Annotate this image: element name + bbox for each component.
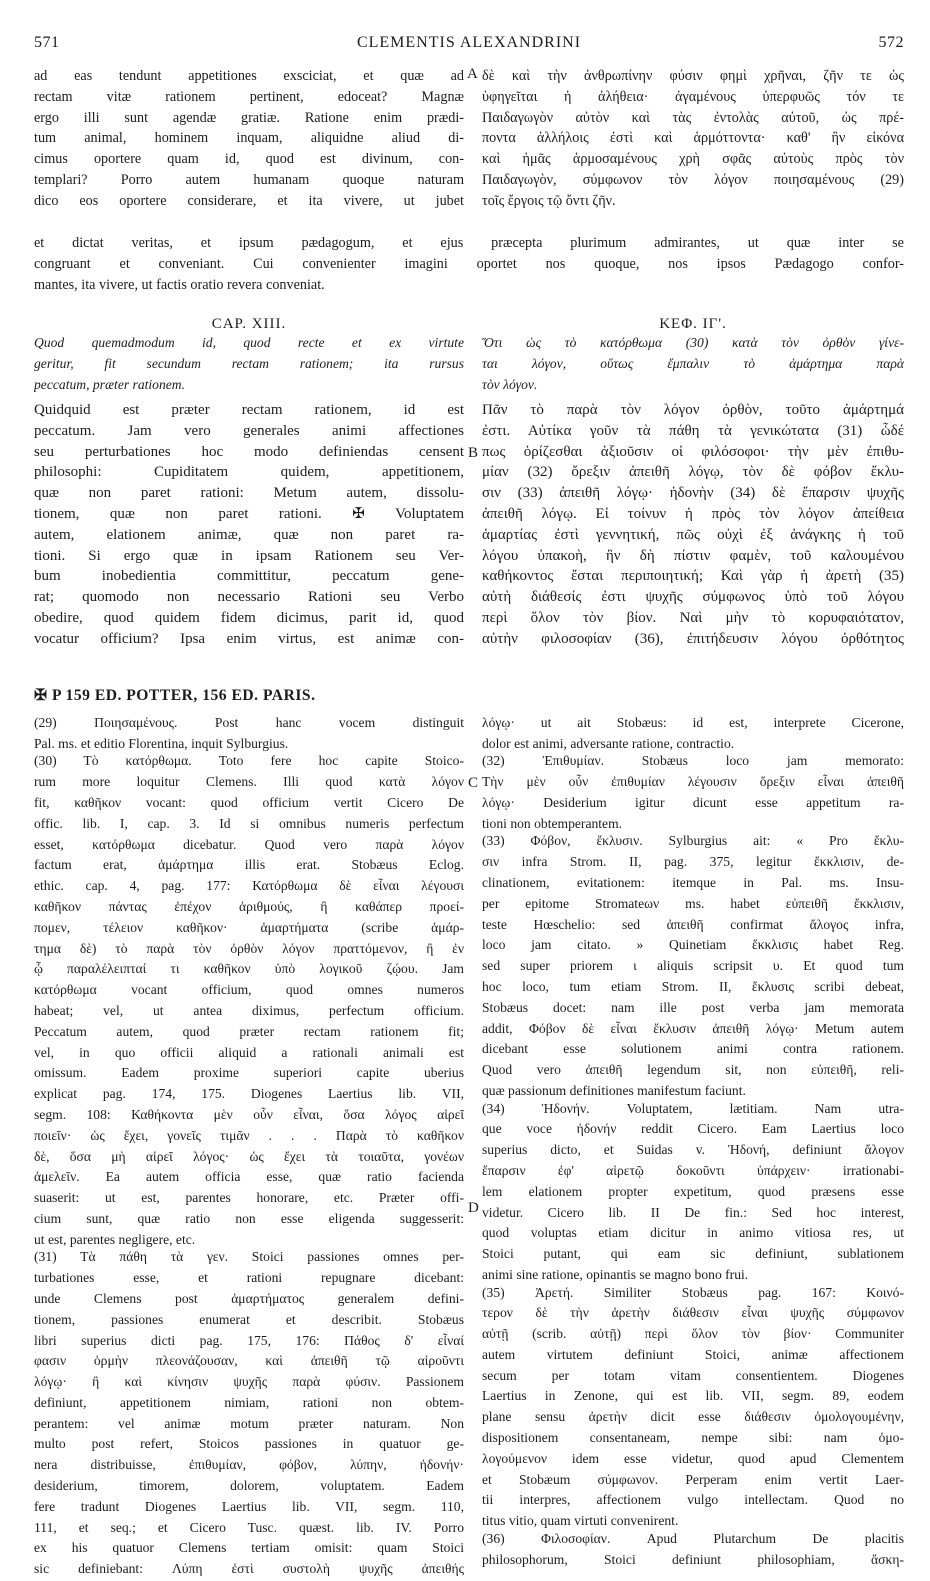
text-line: tioni. Si ergo quæ in ipsam Rationem seu Ver-	[34, 547, 464, 564]
text-line: nera distribuisse, ἐπιθυμίαν, φόβον, λύπην, ἡδονήν·	[34, 1457, 464, 1473]
text-line: Quod vero ἀπειθῆ legendum sit, non εὐπειθῆ, reli-	[482, 1062, 904, 1078]
text-line: offic. lib. I, cap. 3. Id si omnibus numeris perfectum	[34, 815, 464, 831]
text-line: tum animal, hominem inquam, aliquidne aliud di-	[34, 130, 464, 147]
text-line: quæ non paret rationi: Metum autem, dissolu-	[34, 485, 464, 502]
text-line: τὸν λόγον.	[482, 376, 538, 392]
greek-chapter-summary	[482, 334, 904, 393]
text-line: multo post refert, Stoicos passiones in quatuor ge-	[34, 1436, 464, 1452]
text-line: desiderium, timorem, dolorem, voluptatem. Eadem	[34, 1478, 464, 1494]
text-line: Stobæus docet: nam ille post verba jam memorata	[482, 999, 904, 1015]
text-line: λόγῳ· Desiderium igitur dicunt esse appetitum ra-	[482, 794, 904, 810]
text-line: δὲ καὶ τὴν ἀνθρωπίνην φύσιν φημὶ χρῆναι, ζῆν τε ὡς	[482, 68, 904, 84]
text-line: ἐστι. Αὐτίκα γοῦν τὰ πάθη τὰ γενικώτατα (31) ὧδέ	[482, 422, 904, 439]
text-line: videtur. Cicero lib. II De fin.: Sed hoc interest,	[482, 1204, 904, 1220]
running-header	[34, 34, 904, 56]
text-line: φασιν ὁρμὴν πλεονάζουσαν, καὶ ἀπειθῆ τῷ αἱροῦντι	[34, 1353, 464, 1369]
text-line: (35) Ἀρετή. Similiter Stobæus pag. 167: Κοινό-	[482, 1284, 904, 1300]
latin-chapter-heading	[34, 314, 464, 393]
text-line: suaserit: ut est, parentes honorare, etc. Præter offi-	[34, 1190, 464, 1206]
text-line: σιν infra Strom. II, pag. 375, legitur ἔκκλισιν, de-	[482, 854, 904, 870]
latin-chapter-title: CAP. XIII.	[211, 316, 287, 332]
text-line: Quidquid est præter rectam rationem, id est	[34, 402, 464, 418]
greek-body-text	[482, 398, 904, 648]
text-line: ποντα ἀλλήλοις ἐστὶ καὶ ἁρμόττοντα· καθ' ἣν εἰκόνα	[482, 130, 904, 147]
text-line: λόγῳ· ἢ καὶ κίνησιν ψυχῆς παρὰ φύσιν. Passionem	[34, 1374, 464, 1390]
running-title: CLEMENTIS ALEXANDRINI	[356, 34, 582, 51]
text-line: ex his quatuor Clemens tertiam omisit: quam Stoici	[34, 1540, 464, 1556]
text-line: πως ὁρίζεσθαι ἀξιοῦσιν οἱ φιλόσοφοι· τὴν μὲν ἐπιθυ-	[482, 443, 904, 460]
text-line: ἀμελεῖν. Ea autem officia esse, quæ ratio facienda	[34, 1169, 464, 1185]
text-line: 111, et seq.; et Cicero Tusc. quæst. lib. IV. Porro	[34, 1519, 464, 1535]
text-line: segm. 108: Καθήκοντα μὲν οὖν εἶναι, ὅσα λόγος αἱρεῖ	[34, 1106, 464, 1122]
text-line: cium sunt, quæ ratio non esse eligenda suggesserit:	[34, 1210, 464, 1226]
text-line: ἔπαρσιν ἐφ' αἱρετῷ δοκοῦντι ὑπάρχειν· irrationabi-	[482, 1162, 904, 1178]
latin-column-top	[34, 66, 464, 212]
text-line: ethic. cap. 4, pag. 177: Κατόρθωμα δὲ εἶναι λέγουσι	[34, 878, 464, 894]
text-line: autem, elationem animæ, quæ non paret ra-	[34, 526, 464, 543]
text-line: obedire, quod quidem fidem dicimus, parit id, quod	[34, 609, 464, 626]
margin-letter-c: C	[468, 775, 479, 791]
text-line: Pal. ms. et editio Florentina, inquit Sylburgius.	[34, 735, 289, 751]
text-line: tii interpres, affectionem vulgo intellectam. Quod no	[482, 1492, 904, 1508]
text-line: titus vitio, quam virtuti convenirent.	[482, 1513, 679, 1529]
text-line: ποιεῖν· ὡς ἔχει, γονεῖς τιμᾶν . . . Παρὰ τὸ καθῆκον	[34, 1127, 464, 1143]
text-line: (32) Ἐπιθυμίαν. Stobæus loco jam memorato:	[482, 753, 904, 769]
text-line: vocatur officium? Ipsa enim virtus, est animæ con-	[34, 630, 464, 647]
text-line: περὶ ὅλον τὸν βίον. Ναὶ μὴν τὸ κορυφαιότατον,	[482, 609, 904, 626]
text-line: habeat; vel, ut antea diximus, perfectum officium.	[34, 1002, 464, 1018]
text-line: plane sensu ἀρετὴν dicit esse διάθεσιν ὁμολογουμένην,	[482, 1409, 904, 1425]
text-line: philosophi: Cupiditatem quidem, appetitionem,	[34, 464, 464, 481]
margin-letter-a: A	[467, 66, 478, 82]
text-line: ἁμαρτίας ἐστὶ γεννητική, πῶς οὐχὶ ἐξ ἀνάγκης ἡ τοῦ	[482, 526, 904, 543]
text-line: (34) Ἡδονήν. Voluptatem, lætitiam. Nam utra-	[482, 1100, 904, 1116]
text-line: μίαν (32) ὄρεξιν ἀπειθῆ λόγῳ, τὸν δὲ φόβον ἔκλυ-	[482, 464, 904, 481]
text-line: sed super priorem ι aliquis scripsit υ. Et quod tum	[482, 958, 904, 974]
text-line: (29) Ποιησαμένους. Post hanc vocem distinguit	[34, 715, 464, 730]
text-line: σιν (33) ἀπειθῆ λόγῳ· ἡδονὴν (34) δὲ ἔπαρσιν ψυχῆς	[482, 485, 904, 502]
text-line: ὑφηγεῖται ἡ ἀλήθεια· ἀγαμένους ὑπερφυῶς τόν τε	[482, 88, 904, 105]
text-line: libri superius dicti pag. 175, 176: Πάθος δ' εἶναί	[34, 1332, 464, 1348]
text-line: definiunt, appetitionem nimiam, rationi non obtem-	[34, 1394, 464, 1410]
text-line: addit, Φόβον δὲ εἶναι ἔκλυσιν ἀπειθῆ λόγῳ· Metum autem	[482, 1020, 904, 1036]
text-line: αὐτῇ (scrib. αὐτῇ) περὶ ὅλον τὸν βίον· Communiter	[482, 1326, 904, 1342]
text-line: Quod quemadmodum id, quod recte et ex virtute	[34, 335, 464, 350]
text-line: ἀπειθῆ λόγῳ. Εἰ τοίνυν ἡ πρὸς τὸν λόγον ἀπείθεια	[482, 505, 904, 522]
text-line: et dictat veritas, et ipsum pædagogum, et ejus præcepta plurimum admirantes, ut quæ inter se	[34, 235, 904, 251]
text-line: animi sine ratione, opinantis se magno bono frui.	[482, 1266, 749, 1282]
text-line: clinationem, evitationem: itemque in Pal. ms. Insu-	[482, 874, 904, 890]
footnotes-left-column	[34, 714, 464, 1581]
text-line: λόγῳ· ut ait Stobæus: id est, interprete Cicerone,	[482, 715, 904, 730]
text-line: αὐτὴ διάθεσίς ἐστι ψυχῆς σύμφωνος ὑπὸ τοῦ λόγου	[482, 589, 904, 606]
text-line: ται λόγον, οὕτως ἔμπαλιν τὸ ἁμάρτημα παρὰ	[482, 355, 904, 371]
text-line: dico eos oportere considerare, et ita vivere, ut jubet	[34, 192, 464, 209]
text-line: καθήκοντος ἔσται περιποιητική; Καὶ γὰρ ἡ ἀρετὴ (35)	[482, 568, 904, 585]
text-line: sic definiebant: Λύπη ἐστὶ συστολὴ ψυχῆς ἀπειθής	[34, 1561, 464, 1577]
text-line: τερον δὲ τὴν ἀρετὴν διάθεσιν εἶναι ψυχῆς σύμφωνον	[482, 1305, 904, 1321]
text-line: factum erat, ἁμάρτημα illis erat. Stobæus Eclog.	[34, 857, 464, 873]
text-line: λόγου ὑπακοὴ, ἣν δὴ πίστιν φαμὲν, τοῦ καλουμένου	[482, 547, 904, 564]
text-line: ut est, parentes negligere, etc.	[34, 1231, 196, 1247]
text-line: superius dicto, et Suidas v. Ἡδονή, definiunt ἄλογον	[482, 1142, 904, 1158]
text-line: Laertius in Zenone, qui est lib. VII, segm. 89, eodem	[482, 1388, 904, 1404]
text-line: turbationes esse, et rationi repugnare dicebant:	[34, 1270, 464, 1286]
text-line: tionem, passiones enumerat et describit. Stobæus	[34, 1311, 464, 1327]
text-line: Ὅτι ὡς τὸ κατόρθωμα (30) κατὰ τὸν ὀρθὸν γίνε-	[482, 335, 904, 350]
text-line: peccatum, præter rationem.	[34, 376, 186, 392]
text-line: explicat pag. 174, 175. Diogenes Laertius lib. VII,	[34, 1086, 464, 1102]
text-line: τημα δὲ) τὸ παρὰ τὸν ὀρθὸν λόγον πραττόμενον, ἢ ἐν	[34, 940, 464, 956]
text-line: secum per totam vitam consentientem. Diogenes	[482, 1367, 904, 1383]
text-line: congruant et conveniant. Cui convenienter imagini oportet nos quoque, nos ipsos Pædagogo confor-	[34, 255, 904, 272]
greek-column-top	[482, 66, 904, 212]
page-number-left: 571	[34, 34, 60, 51]
text-line: dispositionem consentaneam, nempe sibi: nam ὁμο-	[482, 1430, 904, 1446]
text-line: unde Clemens post ἁμαρτήματος generalem defini-	[34, 1290, 464, 1306]
text-line: cimus oportere quam id, quod est divinum, con-	[34, 151, 464, 168]
text-line: omissum. Eadem proxime superiori capite uberius	[34, 1065, 464, 1081]
page-number-right: 572	[878, 34, 904, 51]
text-line: tionem, quæ non paret rationi. ✠ Voluptatem	[34, 505, 464, 522]
text-line: fere tradunt Diogenes Laertius lib. VII, segm. 110,	[34, 1498, 464, 1514]
latin-chapter-summary	[34, 334, 464, 393]
text-line: bum inobedientia committitur, peccatum gene-	[34, 568, 464, 585]
latin-fullwidth-text	[34, 233, 904, 295]
text-line: (33) Φόβον, ἔκλυσιν. Sylburgius ait: « Pro ἔκλυ-	[482, 833, 904, 849]
text-line: philosophorum, Stoici definiunt philosophiam, ἄσκη-	[482, 1551, 904, 1567]
text-line: templari? Porro autem humanam quoque naturam	[34, 171, 464, 188]
text-line: autem virtutem definiunt Stoici, animæ affectionem	[482, 1346, 904, 1362]
text-line: τοῖς ἔργοις τῷ ὄντι ζῆν.	[482, 192, 616, 209]
text-line: δὲ, ὅσα μὴ αἱρεῖ λόγος· ὡς ἔχει τὰ τοιαῦτα, γονέων	[34, 1148, 464, 1164]
text-line: rat; quomodo non necessario Rationi seu Verbo	[34, 589, 464, 606]
text-line: perantem: vel animæ motum præter naturam. Non	[34, 1415, 464, 1431]
latin-body-text	[34, 398, 464, 648]
text-line: quæ passionum definitiones manifestum faciunt.	[482, 1082, 746, 1098]
text-line: fit, καθῆκον vocant: quod officium vertit Cicero De	[34, 794, 464, 810]
text-line: seu perturbationes hoc modo definiendas censent	[34, 443, 464, 460]
text-line: rectam vitæ rationem pertinent, edoceat? Magnæ	[34, 88, 464, 105]
edition-page-mark: ✠ P 159 ED. POTTER, 156 ED. PARIS.	[34, 687, 316, 704]
text-line: (36) Φιλοσοφίαν. Apud Plutarchum De placitis	[482, 1530, 904, 1546]
text-line: quod voluptas etiam dicitur in animo vitiosa res, ut	[482, 1225, 904, 1241]
text-line: Πᾶν τὸ παρὰ τὸν λόγον ὀρθὸν, τοῦτο ἁμάρτημά	[482, 402, 904, 418]
greek-chapter-title: ΚΕΦ. ΙΓ'.	[659, 316, 727, 332]
footnotes-right-column	[482, 714, 904, 1571]
text-line: (30) Τὸ κατόρθωμα. Toto fere hoc capite Stoico-	[34, 753, 464, 769]
text-line: καθῆκον πάντας ἐπέχον ἀριθμούς, ἢ καθάπερ προεί-	[34, 898, 464, 914]
text-line: mantes, ita vivere, ut factis oratio revera conveniat.	[34, 276, 325, 293]
text-line: et Stobæum σύμφωνον. Perperam enim vertit Laer-	[482, 1471, 904, 1487]
text-line: Παιδαγωγὸν, σύμφωνον τὸν λόγον ποιησαμένους (29)	[482, 171, 904, 188]
text-line: dicebant esse solutionem animi contra rationem.	[482, 1041, 904, 1057]
text-line: lem elationem propter expetitum, quod præsens esse	[482, 1183, 904, 1199]
text-line: Peccatum autem, quod præter rectam rationem fit;	[34, 1023, 464, 1039]
text-line: ᾧ παραλέλειπταί τι καθῆκον ὑπὸ λογικοῦ ζῴου. Jam	[34, 961, 464, 977]
text-line: per epitome Stromateων ms. habet εὐπειθῆ ἔκκλισιν,	[482, 895, 904, 911]
text-line: peccatum. Jam vero generales animi affectiones	[34, 422, 464, 439]
text-line: ad eas tendunt appetitiones exsciciat, et quæ ad	[34, 68, 464, 84]
margin-letter-d: D	[468, 1200, 479, 1216]
text-line: Παιδαγωγὸν αὐτὸν καὶ τὰς ἐντολὰς αὐτοῦ, ὡς πρέ-	[482, 109, 904, 126]
text-line: loco jam citato. » Quinetiam ἔκκλισις habet Reg.	[482, 937, 904, 953]
text-line: tioni non obtemperantem.	[482, 815, 623, 831]
text-line: (31) Τὰ πάθη τὰ γεν. Stoici passiones omnes per-	[34, 1249, 464, 1265]
text-line: λογούμενον idem esse videtur, quod apud Clementem	[482, 1450, 904, 1466]
margin-letter-b: B	[468, 445, 479, 461]
text-line: rum more loquitur Clemens. Illi quod κατὰ λόγον	[34, 774, 464, 790]
text-line: hoc loco, tum etiam Strom. II, ἔκλυσις scribi debeat,	[482, 978, 904, 994]
text-line: vel, in quo officii aliquid a rationali animali est	[34, 1044, 464, 1060]
text-line: καὶ ἡμᾶς ἁρμοσαμένους χρὴ σφᾶς αὐτοὺς πρὸς τὸν	[482, 151, 904, 168]
text-line: esset, κατόρθωμα dicebatur. Quod vero παρὰ λόγον	[34, 836, 464, 852]
text-line: que voce ἡδονήν reddit Cicero. Eam Laertius loco	[482, 1121, 904, 1137]
text-line: ergo illi sunt agendæ gratiæ. Ratione enim prædi-	[34, 109, 464, 126]
greek-chapter-heading	[482, 314, 904, 393]
text-line: αὐτὴν φιλοσοφίαν (36), ἐπιτήδευσιν λόγου ὀρθότητος	[482, 630, 904, 647]
text-line: geritur, fit secundum rectam rationem; ita rursus	[34, 355, 464, 371]
text-line: Stoici putant, qui eam sic definiunt, sublationem	[482, 1246, 904, 1262]
text-line: πομεν, τέλειον καθῆκον· ἁμαρτήματα (scribe ἁμάρ-	[34, 919, 464, 935]
text-line: dolor est animi, adversante ratione, contractio.	[482, 735, 735, 751]
text-line: Τὴν μὲν οὖν ἐπιθυμίαν λέγουσιν ὄρεξιν εἶναι ἀπειθῆ	[482, 774, 904, 790]
text-line: teste Hœschelio: sed ἀπειθῆ confirmat ἄλογος infra,	[482, 916, 904, 932]
text-line: κατόρθωμα vocant officium, quod omnes numeros	[34, 982, 464, 998]
